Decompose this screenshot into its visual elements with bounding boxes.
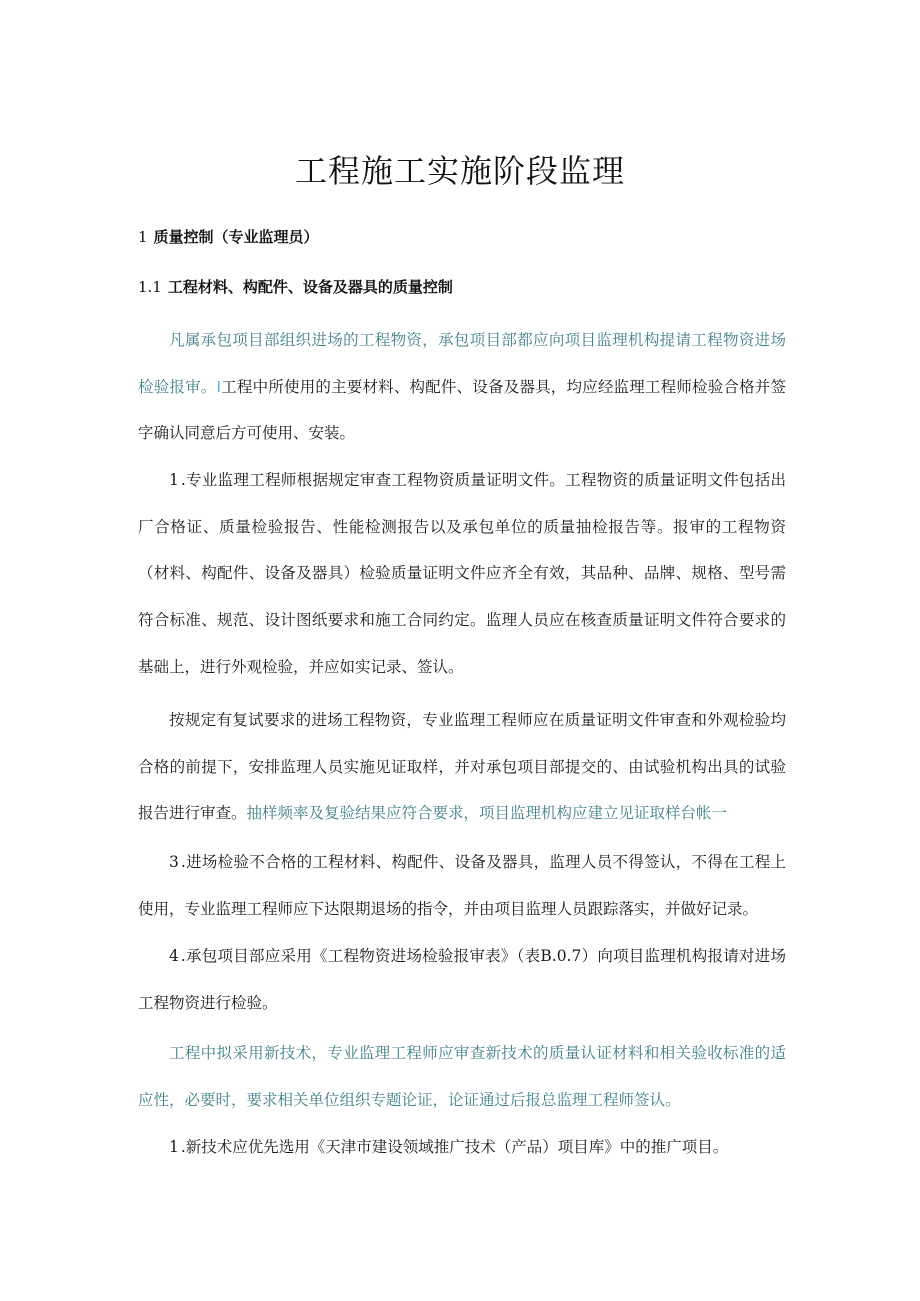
paragraph-retest-text: 按规定有复试要求的进场工程物资，专业监理工程师应在质量证明文件审查和外观检验均合格的前提下，安排监理人员实施见证取样，并对承包项目部提交的、由试验机构出具的试验报告进行审查。 — [138, 711, 786, 823]
paragraph-new-tech-item-1 — [138, 1124, 786, 1171]
subsection-heading-materials — [138, 276, 453, 297]
item-text: .承包项目部应采用《工程物资进场检验报审表》（表B.0.7）向项目监理机构报请对进场工程物资进行检验。 — [138, 947, 786, 1012]
item-text: .进场检验不合格的工程材料、构配件、设备及器具，监理人员不得签认，不得在工程上使用，专业监理工程师应下达限期退场的指令，并由项目监理人员跟踪落实，并做好记录。 — [138, 853, 786, 918]
paragraph-retest — [138, 697, 786, 837]
subsection-number: 1.1 — [138, 278, 162, 296]
paragraph-intro-teal: 凡属承包项目部组织进场的工程物资，承包项目部都应向项目监理机构提请工程物资进场检验报审。 — [138, 331, 786, 396]
section-number: 1 — [138, 228, 148, 246]
paragraph-new-tech: 工程中拟采用新技术，专业监理工程师应审查新技术的质量认证材料和相关验收标准的适应性，必要时，要求相关单位组织专题论证，论证通过后报总监理工程师签认。 — [138, 1044, 786, 1109]
item-text: .专业监理工程师根据规定审查工程物资质量证明文件。工程物资的质量证明文件包括出厂合格证、质量检验报告、性能检测报告以及承包单位的质量抽检报告等。报审的工程物资（材料、构配件、设备及器具）检验质量证明文件应齐全有效，其品种、品牌、规格、型号需符合标准、规范、设计图纸要求和施工合同约定。监理人员应在核查质量证明文件符合要求的基础上，进行外观检验，并应如实记录、签认。 — [138, 471, 786, 676]
paragraph-retest-teal: 抽样频率及复验结果应符合要求，项目监理机构应建立见证取样台帐一 — [246, 804, 728, 823]
paragraph-intro-rest: 工程中所使用的主要材料、构配件、设备及器具，均应经监理工程师检验合格并签字确认同意后方可使用、安装。 — [138, 377, 786, 443]
section-heading-quality-control — [138, 226, 319, 247]
section-heading-text: 质量控制（专业监理员） — [153, 228, 319, 246]
paragraph-intro — [138, 317, 786, 457]
page-title: 工程施工实施阶段监理 — [294, 152, 625, 190]
paragraph-item-3 — [138, 839, 786, 932]
paragraph-item-1 — [138, 457, 786, 691]
item-number: 3 — [169, 853, 181, 871]
item-number: 1 — [169, 471, 181, 489]
subsection-heading-text: 工程材料、构配件、设备及器具的质量控制 — [167, 278, 453, 296]
item-number: 1 — [169, 1138, 181, 1156]
item-text: .新技术应优先选用《天津市建设领域推广技术（产品）项目库》中的推广项目。 — [180, 1138, 729, 1156]
item-number: 4 — [169, 947, 181, 965]
text-cursor-bar: I — [216, 377, 222, 396]
paragraph-item-4 — [138, 933, 786, 1026]
